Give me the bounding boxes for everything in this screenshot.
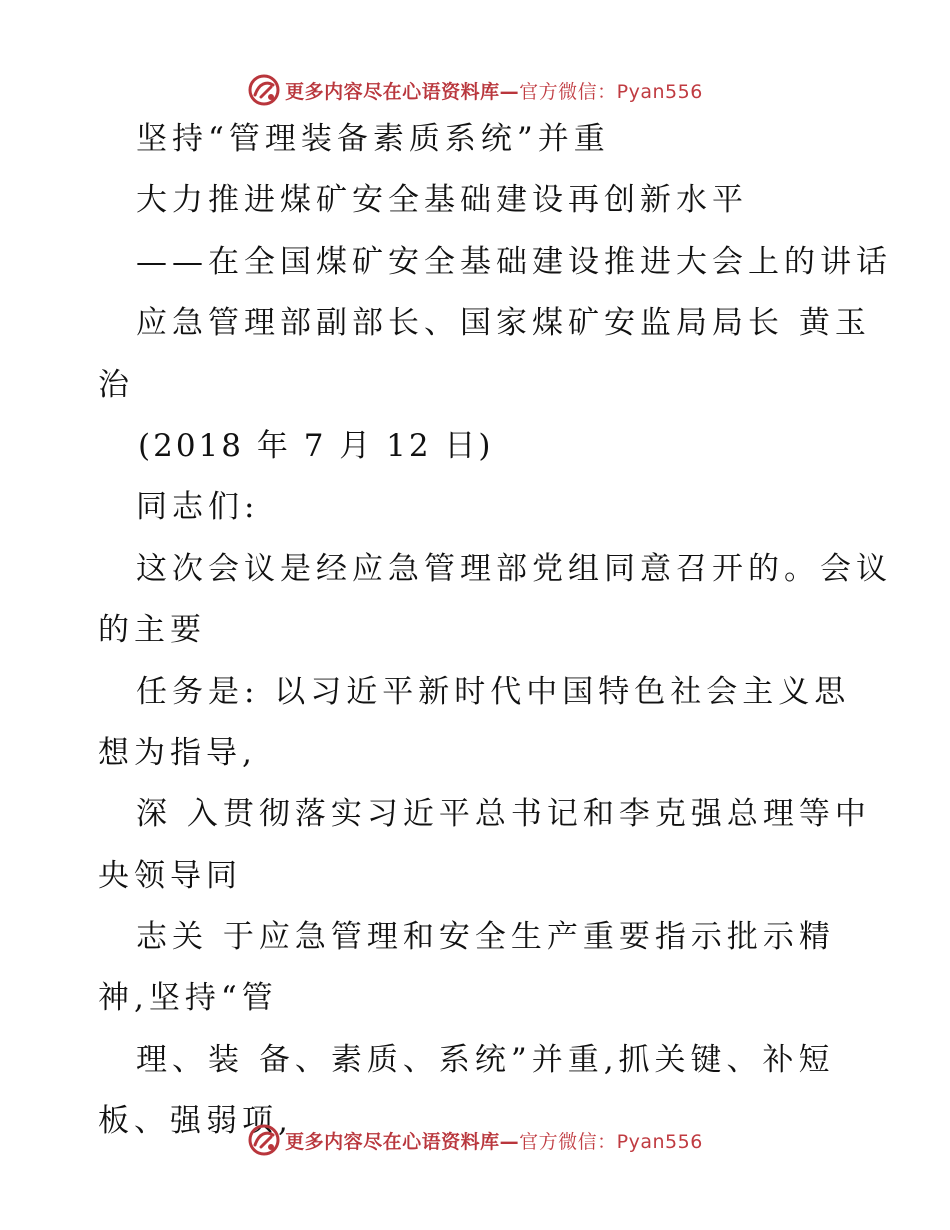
seal-logo-icon bbox=[247, 73, 281, 107]
doc-paragraph-line: 这次会议是经应急管理部党组同意召开的。会议 bbox=[136, 550, 892, 587]
header-banner-dash: — bbox=[499, 80, 520, 103]
header-banner bbox=[0, 70, 950, 110]
footer-banner bbox=[0, 1120, 950, 1160]
doc-paragraph-line: 想为指导, bbox=[98, 734, 257, 771]
footer-banner-dash: — bbox=[499, 1130, 520, 1153]
doc-paragraph-line: 理、装 备、素质、系统”并重,抓关键、补短 bbox=[136, 1041, 835, 1078]
doc-paragraph-line: 任务是: 以习近平新时代中国特色社会主义思 bbox=[136, 673, 851, 710]
footer-banner-content bbox=[247, 1123, 703, 1157]
doc-paragraph-line: 央领导同 bbox=[98, 857, 242, 894]
seal-logo-icon bbox=[247, 1123, 281, 1157]
doc-paragraph-line: 板、强弱项, bbox=[98, 1103, 293, 1140]
doc-paragraph-line: 志关 于应急管理和安全生产重要指示批示精 bbox=[136, 919, 835, 956]
header-banner-main: 更多内容尽在心语资料库 bbox=[285, 80, 500, 103]
doc-subtitle: ——在全国煤矿安全基础建设推进大会上的讲话 bbox=[136, 243, 892, 280]
doc-author: 应急管理部副部长、国家煤矿安监局局长 黄玉 bbox=[136, 305, 871, 342]
footer-banner-main: 更多内容尽在心语资料库 bbox=[285, 1130, 500, 1153]
doc-date: (2018 年 7 月 12 日) bbox=[138, 427, 494, 464]
header-banner-wechat: 官方微信：Pyan556 bbox=[519, 80, 703, 103]
doc-title-line-1: 坚持“管理装备素质系统”并重 bbox=[136, 121, 610, 157]
doc-paragraph-line: 神,坚持“管 bbox=[98, 980, 278, 1017]
doc-title-line-2: 大力推进煤矿安全基础建设再创新水平 bbox=[136, 182, 748, 219]
doc-paragraph-line: 深 入贯彻落实习近平总书记和李克强总理等中 bbox=[136, 796, 871, 833]
footer-banner-wechat: 官方微信：Pyan556 bbox=[519, 1130, 703, 1153]
doc-greeting: 同志们: bbox=[136, 489, 260, 526]
header-banner-text bbox=[285, 77, 703, 104]
document-body bbox=[98, 121, 892, 1168]
footer-banner-text bbox=[285, 1127, 703, 1154]
doc-author-cont: 治 bbox=[98, 366, 134, 403]
header-banner-content bbox=[247, 73, 703, 107]
doc-paragraph-line: 的主要 bbox=[98, 612, 206, 649]
